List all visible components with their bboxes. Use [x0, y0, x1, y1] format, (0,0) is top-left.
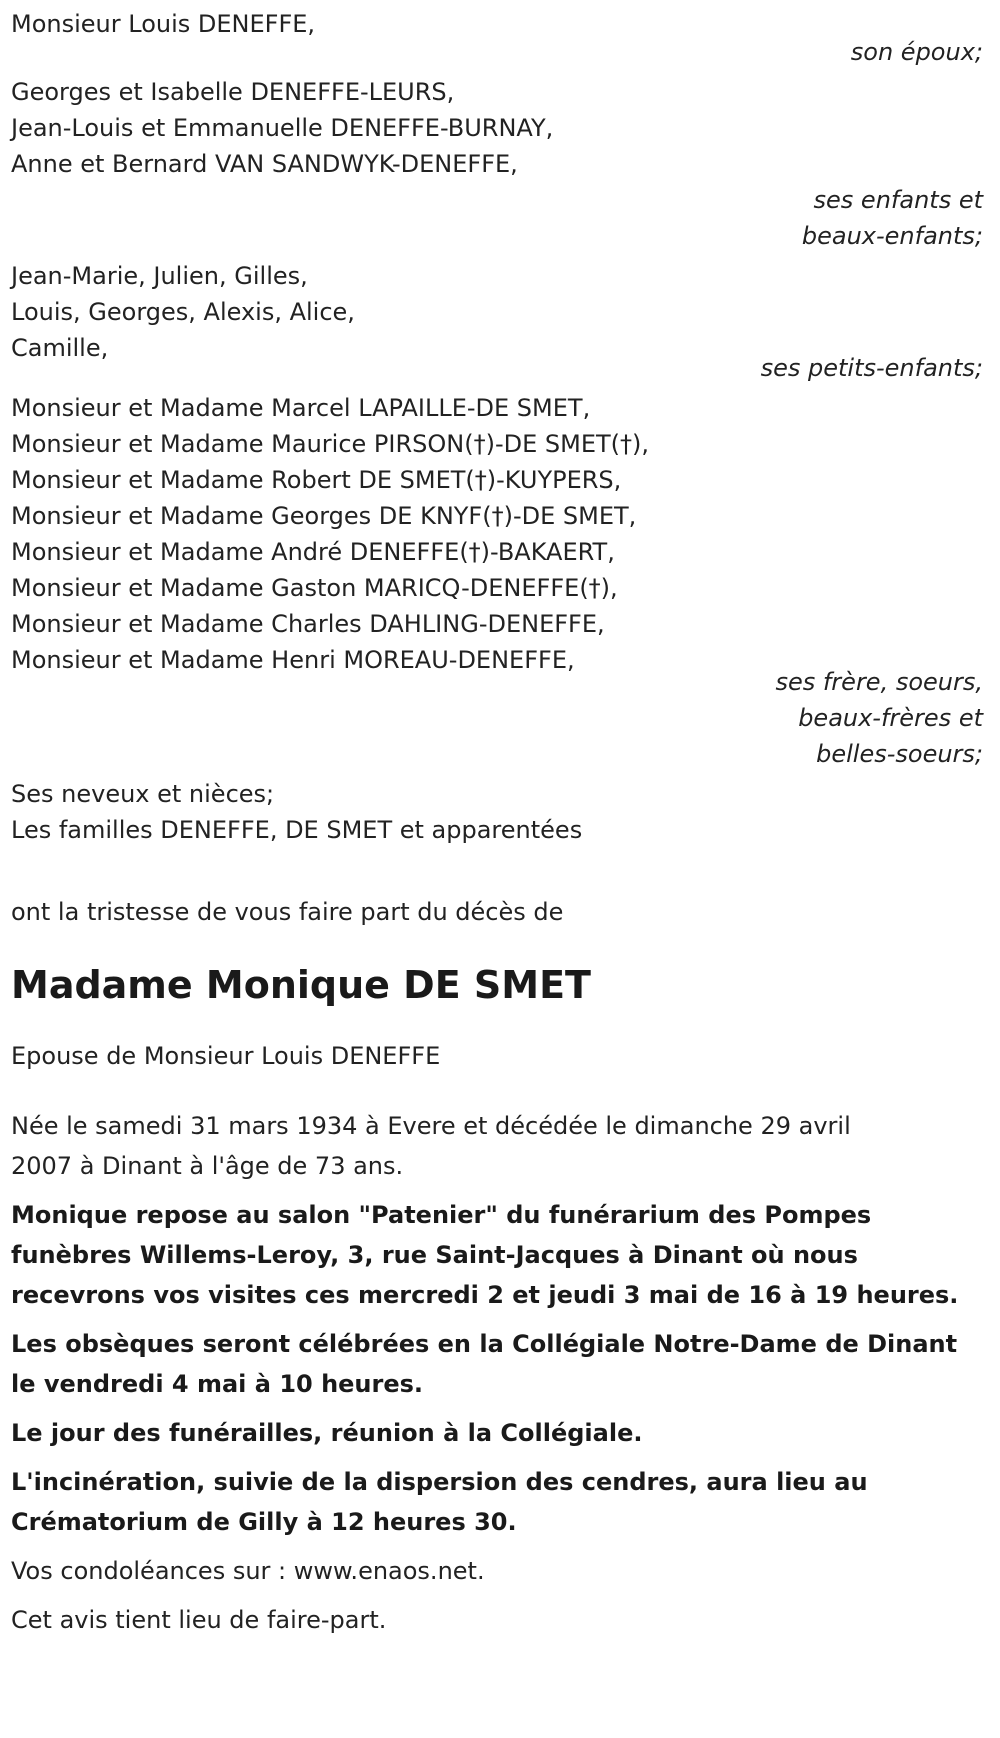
- birth-death-paragraph: Née le samedi 31 mars 1934 à Evere et décédée le dimanche 29 avril 2007 à Dinant à l'âge de 73 ans.: [11, 1112, 851, 1180]
- children-relation: beaux-enfants;: [801, 222, 983, 250]
- others-line: Ses neveux et nièces;: [11, 780, 275, 808]
- sibling-name: Monsieur et Madame Robert DE SMET(†)-KUYPERS,: [11, 466, 622, 494]
- siblings-section: [11, 388, 983, 774]
- announcement: ont la tristesse de vous faire part du décès de: [11, 898, 564, 926]
- spouse-relation: son époux;: [850, 38, 983, 66]
- funeral-paragraph: Les obsèques seront célébrées en la Collégiale Notre-Dame de Dinant le vendredi 4 mai à 10 heures.: [11, 1330, 958, 1398]
- others-line: Les familles DENEFFE, DE SMET et apparentées: [11, 816, 583, 844]
- grandchild-name: Camille,: [11, 334, 109, 362]
- spouse-of: Epouse de Monsieur Louis DENEFFE: [11, 1042, 441, 1070]
- others-section: [11, 774, 983, 850]
- children-section: [11, 72, 983, 256]
- cremation-paragraph: L'incinération, suivie de la dispersion des cendres, aura lieu au Crématorium de Gilly à 12 heures 30.: [11, 1468, 868, 1536]
- grandchild-name: Jean-Marie, Julien, Gilles,: [11, 262, 308, 290]
- deceased-name: Madame Monique DE SMET: [11, 963, 591, 1007]
- sibling-name: Monsieur et Madame Gaston MARICQ-DENEFFE(†),: [11, 574, 618, 602]
- rest-paragraph: Monique repose au salon "Patenier" du funérarium des Pompes funèbres Willems-Leroy, 3, rue Saint-Jacques à Dinant où nous recevrons vos visites ces mercredi 2 et jeudi 3 mai de 16 à 19 heures.: [11, 1201, 959, 1309]
- sibling-name: Monsieur et Madame André DENEFFE(†)-BAKAERT,: [11, 538, 615, 566]
- grandchildren-relation: ses petits-enfants;: [760, 354, 983, 382]
- obituary-notice: [11, 4, 983, 1640]
- child-name: Georges et Isabelle DENEFFE-LEURS,: [11, 78, 455, 106]
- children-relation: ses enfants et: [813, 186, 983, 214]
- condolences-line: Vos condoléances sur : www.enaos.net.: [11, 1557, 485, 1585]
- siblings-relation: belles-soeurs;: [816, 740, 983, 768]
- grandchild-name: Louis, Georges, Alexis, Alice,: [11, 298, 355, 326]
- notice-line: Cet avis tient lieu de faire-part.: [11, 1606, 387, 1634]
- siblings-relation: beaux-frères et: [798, 704, 983, 732]
- sibling-name: Monsieur et Madame Georges DE KNYF(†)-DE SMET,: [11, 502, 637, 530]
- sibling-name: Monsieur et Madame Charles DAHLING-DENEFFE,: [11, 610, 605, 638]
- child-name: Anne et Bernard VAN SANDWYK-DENEFFE,: [11, 150, 518, 178]
- sibling-name: Monsieur et Madame Maurice PIRSON(†)-DE SMET(†),: [11, 430, 650, 458]
- siblings-relation: ses frère, soeurs,: [775, 668, 983, 696]
- meeting-paragraph: Le jour des funérailles, réunion à la Collégiale.: [11, 1419, 643, 1447]
- sibling-name: Monsieur et Madame Marcel LAPAILLE-DE SMET,: [11, 394, 591, 422]
- spouse-section: [11, 4, 983, 72]
- sibling-name: Monsieur et Madame Henri MOREAU-DENEFFE,: [11, 646, 575, 674]
- grandchildren-section: [11, 256, 983, 388]
- spouse-name: Monsieur Louis DENEFFE,: [11, 10, 316, 38]
- child-name: Jean-Louis et Emmanuelle DENEFFE-BURNAY,: [11, 114, 554, 142]
